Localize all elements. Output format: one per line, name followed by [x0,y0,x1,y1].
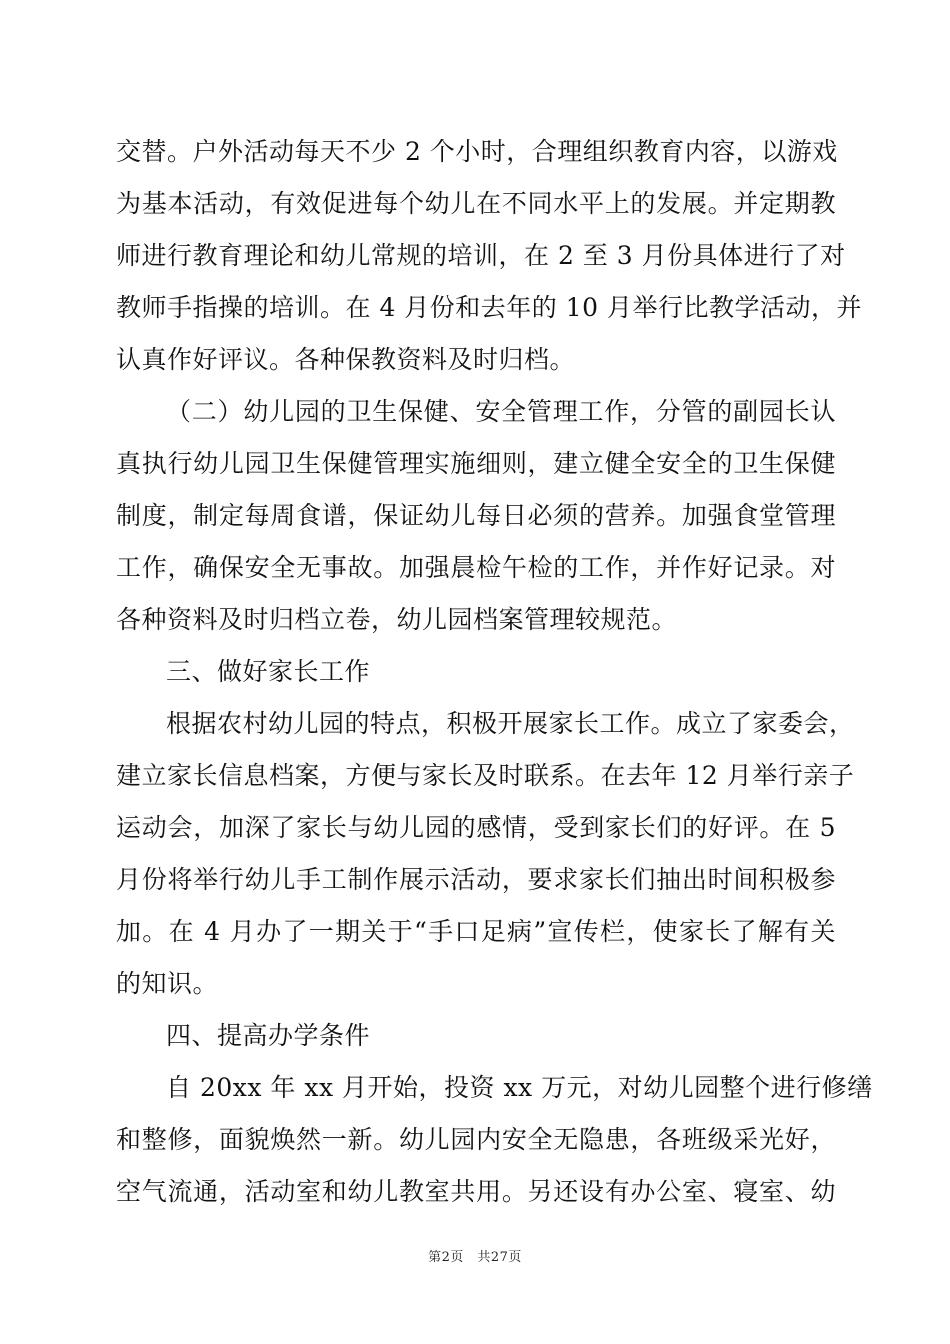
text-line: 制度，制定每周食谱，保证幼儿每日必须的营养。加强食堂管理 [116,501,836,530]
text-line: 的知识。 [116,969,219,998]
text-line: 和整修，面貌焕然一新。幼儿园内安全无隐患，各班级采光好， [116,1125,836,1154]
document-body [116,126,873,1218]
text-line: 真执行幼儿园卫生保健管理实施细则，建立健全安全的卫生保健 [116,449,836,478]
text-line: 工作，确保安全无事故。加强晨检午检的工作，并作好记录。对 [116,553,836,582]
text-line: 交替。户外活动每天不少 2 个小时，合理组织教育内容，以游戏 [116,137,838,166]
text-line: 建立家长信息档案，方便与家长及时联系。在去年 12 月举行亲子 [116,761,855,790]
text-line: 月份将举行幼儿手工制作展示活动，要求家长们抽出时间积极参 [116,865,836,894]
text-line: 认真作好评议。各种保教资料及时归档。 [116,345,576,374]
paragraph-first-line: （二）幼儿园的卫生保健、安全管理工作，分管的副园长认 [166,397,836,426]
page-number-footer: 第2页 共27页 [428,1250,522,1265]
section-heading: 三、做好家长工作 [166,657,371,686]
text-line: 加。在 4 月办了一期关于“手口足病”宣传栏，使家长了解有关 [116,917,836,946]
text-line: 运动会，加深了家长与幼儿园的感情，受到家长们的好评。在 5 [116,813,836,842]
text-line: 教师手指操的培训。在 4 月份和去年的 10 月举行比教学活动，并 [116,293,863,322]
text-line: 为基本活动，有效促进每个幼儿在不同水平上的发展。并定期教 [116,189,836,218]
paragraph-first-line: 自 20xx 年 xx 月开始，投资 xx 万元，对幼儿园整个进行修缮 [166,1073,873,1102]
section-heading: 四、提高办学条件 [166,1021,371,1050]
text-line: 各种资料及时归档立卷，幼儿园档案管理较规范。 [116,605,678,634]
paragraph-first-line: 根据农村幼儿园的特点，积极开展家长工作。成立了家委会， [166,709,855,738]
text-line: 空气流通，活动室和幼儿教室共用。另还设有办公室、寝室、幼 [116,1177,836,1206]
text-line: 师进行教育理论和幼儿常规的培训，在 2 至 3 月份具体进行了对 [116,241,846,270]
